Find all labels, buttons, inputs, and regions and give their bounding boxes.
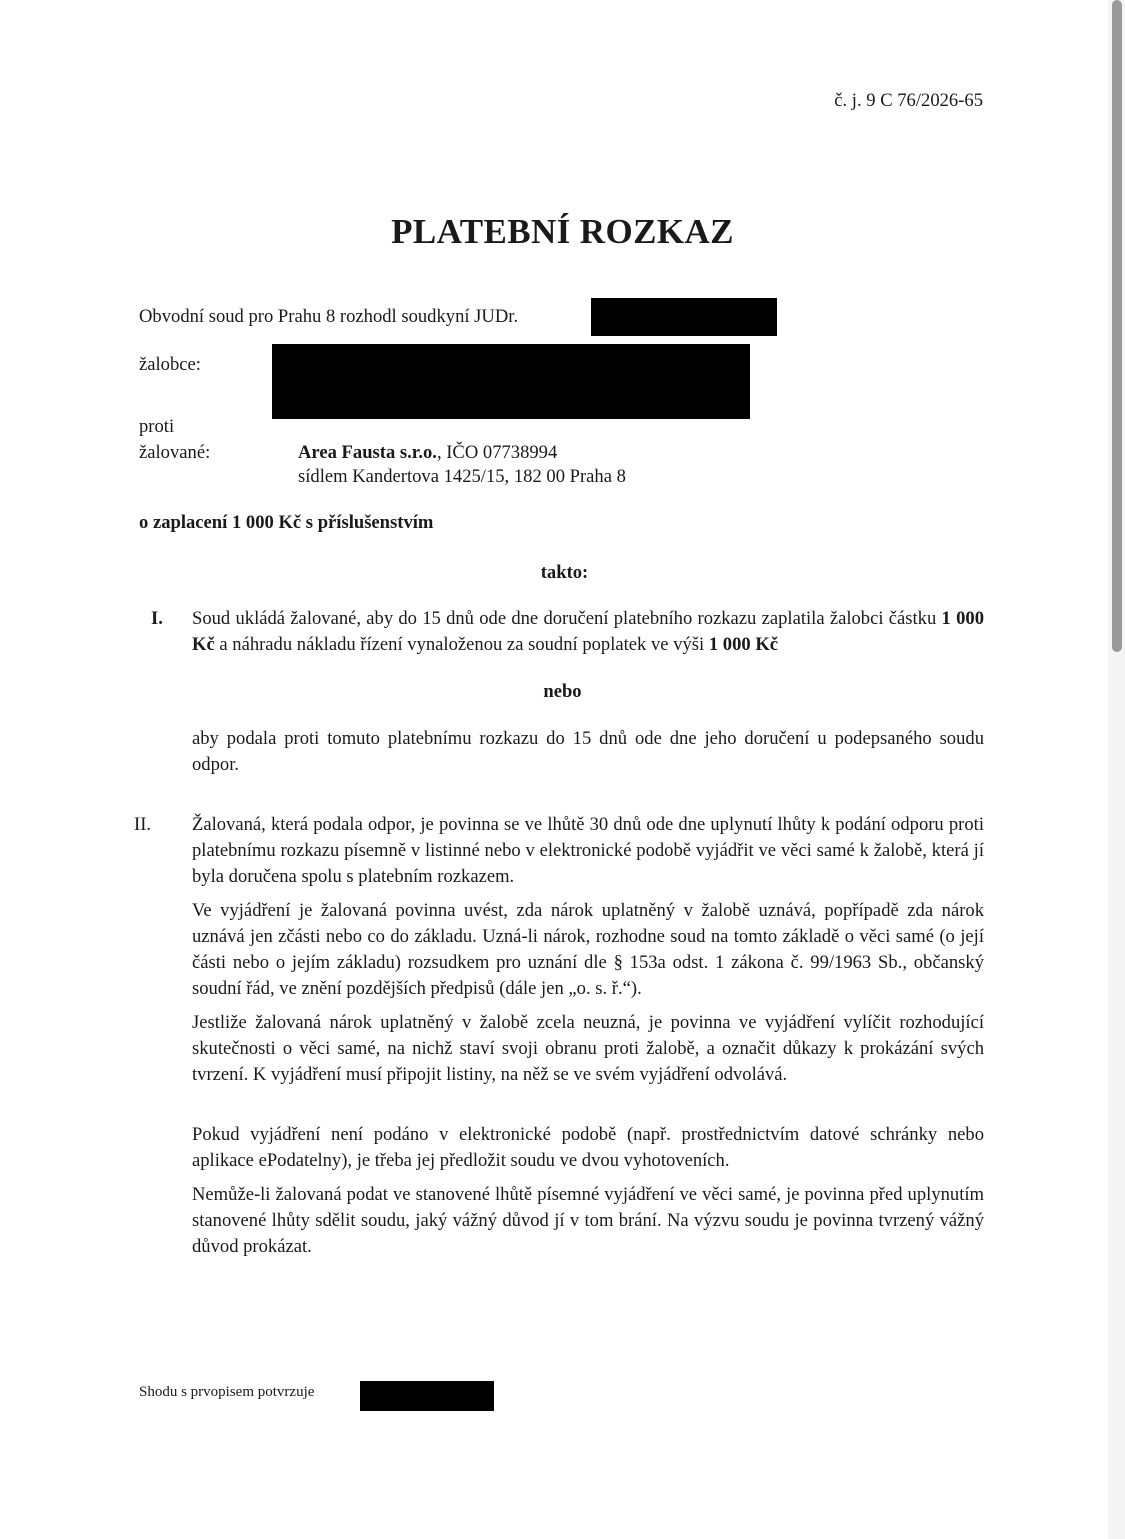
section-2-paragraph-1: Žalovaná, která podala odpor, je povinna se ve lhůtě 30 dnů ode dne uplynutí lhůty k podání odporu proti platebnímu rozkazu písemně v listinné nebo v elektronické podobě vyjádřit ve věci samé k žalobě, která jí byla doručena spolu s platebním rozkazem. xyxy=(192,814,984,887)
section-1-alternative: aby podala proti tomuto platebnímu rozkazu do 15 dnů ode dne jeho doručení u podepsaného soudu odpor. xyxy=(192,728,984,775)
section-1-text-b: a náhradu nákladu řízení vynaloženou za soudní poplatek ve výši xyxy=(214,634,709,655)
section-1-text xyxy=(192,606,984,658)
vertical-scrollbar[interactable] xyxy=(1108,0,1125,1539)
section-1-amount: 1 000 Kč xyxy=(192,608,984,655)
section-2-paragraph-4: Pokud vyjádření není podáno v elektronické podobě (např. prostřednictvím datové schránky nebo aplikace ePodatelny), je třeba jej předložit soudu ve dvou vyhotoveních. xyxy=(192,1124,984,1171)
section-2-paragraph-2: Ve vyjádření je žalovaná povinna uvést, zda nárok uplatněný v žalobě uznává, popřípadě zda nárok uznává jen zčásti nebo co do základu. Uzná-li nárok, rozhodne soud na tomto základě o věci samé (o její části nebo o jejím základu) rozsudkem pro uznání dle § 153a odst. 1 zákona č. 99/1963 Sb., občanský soudní řád, ve znění pozdějších předpisů (dále jen „o. s. ř.“). xyxy=(192,900,984,999)
takto-heading xyxy=(0,560,1125,586)
claim-subject: o zaplacení 1 000 Kč s příslušenstvím xyxy=(139,512,434,533)
defendant-name-line xyxy=(298,440,557,466)
plaintiff-label: žalobce: xyxy=(139,354,201,375)
section-1-numeral: I. xyxy=(151,608,163,629)
redaction-plaintiff xyxy=(272,344,750,419)
defendant-name: Area Fausta s.r.o. xyxy=(298,442,437,463)
defendant-address: sídlem Kandertova 1425/15, 182 00 Praha 8 xyxy=(298,466,626,487)
section-1-text-a: Soud ukládá žalované, aby do 15 dnů ode dne doručení platebního rozkazu zaplatila žalobci částku xyxy=(192,608,942,629)
document-title: PLATEBNÍ ROZKAZ xyxy=(391,212,734,251)
redaction-judge-name xyxy=(591,298,777,336)
nebo-heading: nebo xyxy=(543,681,582,702)
certification-footer: Shodu s prvopisem potvrzuje xyxy=(139,1384,315,1400)
defendant-ico: , IČO 07738994 xyxy=(436,442,558,463)
redaction-certifier xyxy=(360,1381,494,1411)
court-line-start: Obvodní soud pro Prahu 8 rozhodl soudkyní JUDr. xyxy=(139,306,519,327)
section-2-paragraph-5: Nemůže-li žalovaná podat ve stanovené lhůtě písemné vyjádření ve věci samé, je povinna před uplynutím stanovené lhůty sdělit soudu, jaký vážný důvod jí v tom brání. Na výzvu soudu je povinna tvrzený vážný důvod prokázat. xyxy=(192,1184,984,1257)
case-reference: č. j. 9 C 76/2026-65 xyxy=(834,90,983,111)
defendant-label: žalované: xyxy=(139,442,211,463)
section-1-fee: 1 000 Kč xyxy=(708,634,779,655)
against-label: proti xyxy=(139,416,175,437)
section-2-numeral: II. xyxy=(134,814,152,835)
scrollbar-thumb[interactable] xyxy=(1112,0,1122,652)
takto-text: takto: xyxy=(540,562,589,583)
section-2-paragraph-3: Jestliže žalovaná nárok uplatněný v žalobě zcela neuzná, je povinna ve vyjádření vylíčit rozhodující skutečnosti o věci samé, na nichž staví svoji obranu proti žalobě, a označit důkazy k prokázání svých tvrzení. K vyjádření musí připojit listiny, na něž se ve svém vyjádření odvolává. xyxy=(192,1012,984,1085)
